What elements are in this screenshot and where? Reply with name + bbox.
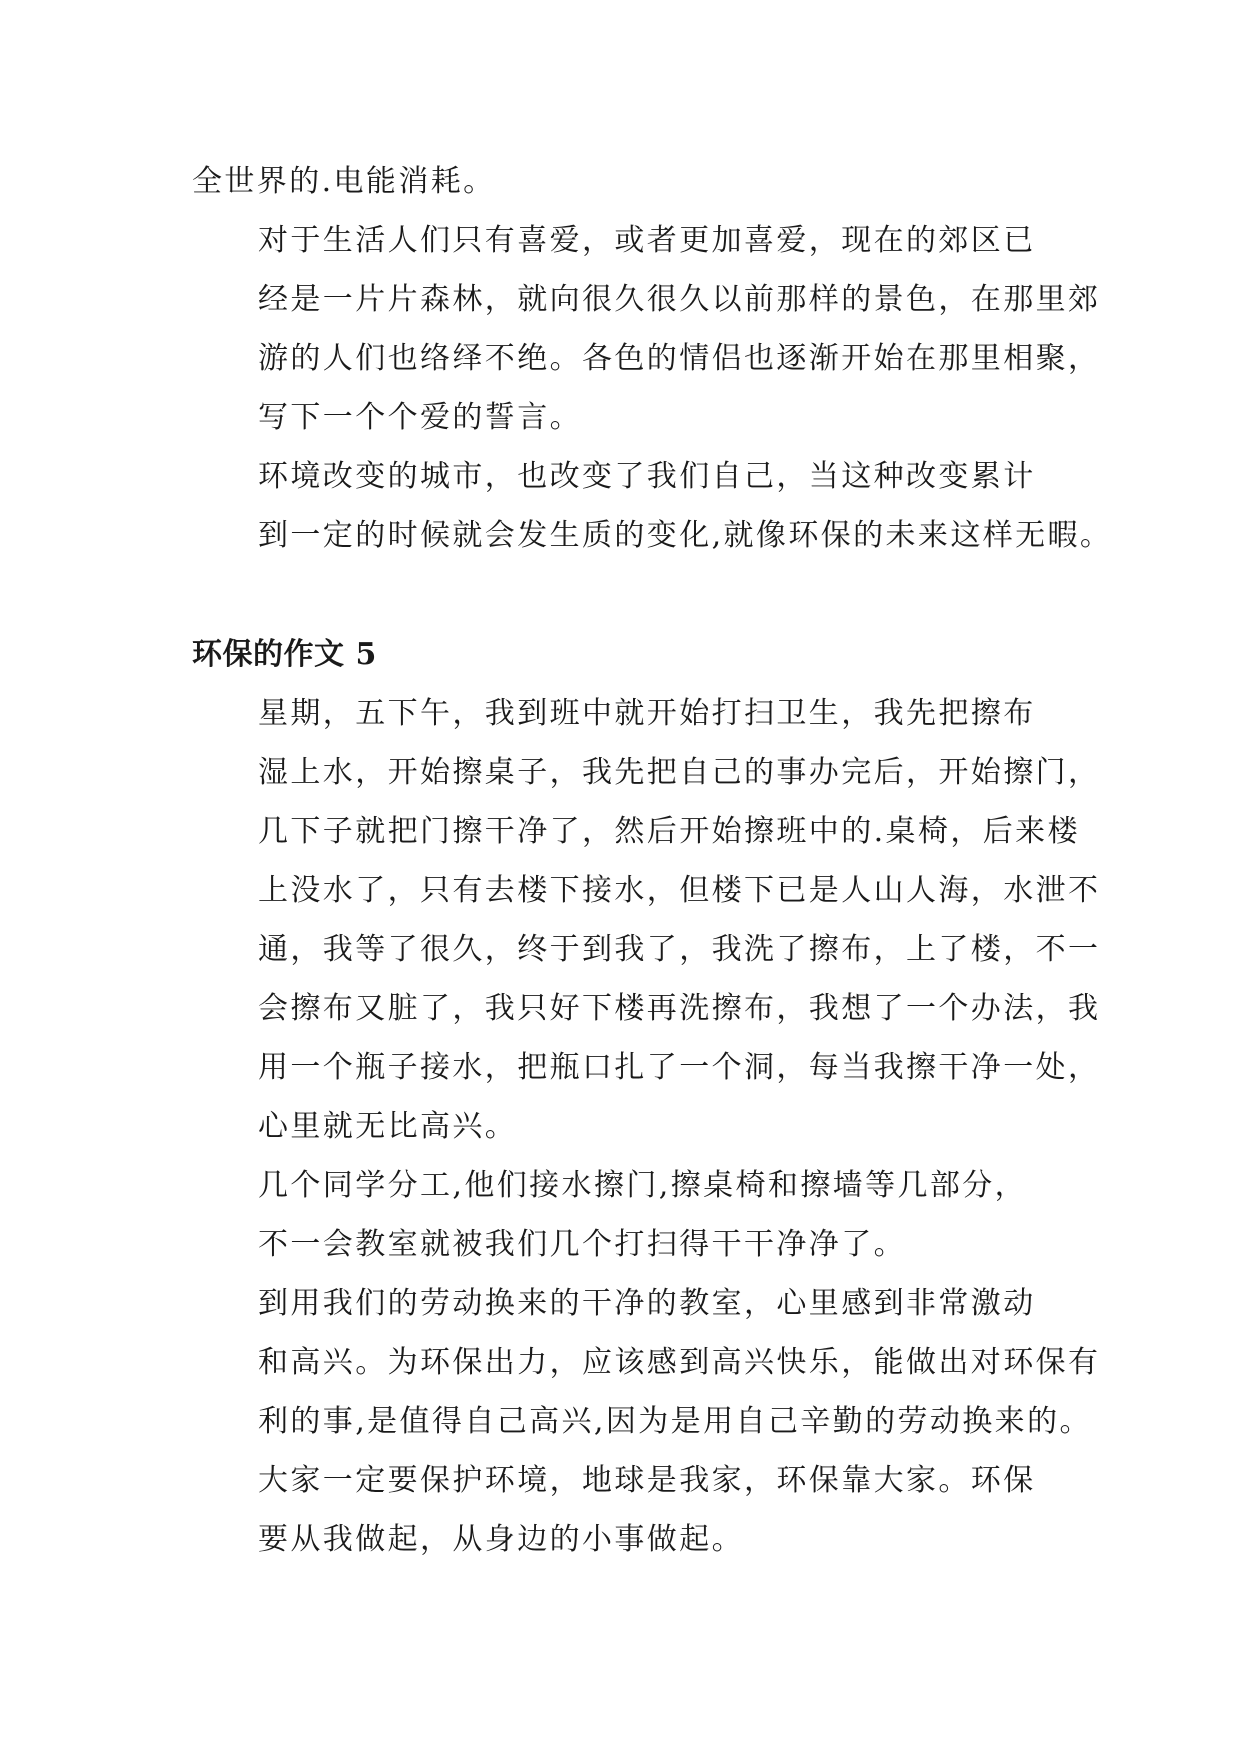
text-line: 环境改变的城市，也改变了我们自己，当这种改变累计 [258,459,1036,494]
text-line: 经是一片片森林，就向很久很久以前那样的景色，在那里郊 [258,282,1101,317]
text-line: 通，我等了很久，终于到我了，我洗了擦布，上了楼，不一 [258,932,1101,967]
paragraph [192,684,1101,1156]
text-line: 到一定的时候就会发生质的变化,就像环保的未来这样无暇。 [258,518,1113,553]
section-title: 环保的作文 5 [192,637,377,672]
text-line: 几下子就把门擦干净了，然后开始擦班中的.桌椅，后来楼 [258,814,1080,849]
text-line: 和高兴。为环保出力，应该感到高兴快乐，能做出对环保有 [258,1345,1101,1380]
text-line: 利的事,是值得自己高兴,因为是用自己辛勤的劳动换来的。 [258,1404,1092,1439]
text-line: 湿上水，开始擦桌子，我先把自己的事办完后，开始擦门， [258,755,1101,790]
paragraph [192,211,1101,447]
text-line: 到用我们的劳动换来的干净的教室，心里感到非常激动 [258,1286,1036,1321]
text-line: 会擦布又脏了，我只好下楼再洗擦布，我想了一个办法，我 [258,991,1101,1026]
text-line: 要从我做起，从身边的小事做起。 [258,1522,744,1557]
text-line: 全世界的.电能消耗。 [192,164,496,199]
text-line: 大家一定要保护环境，地球是我家，环保靠大家。环保 [258,1463,1036,1498]
paragraph [192,447,1113,565]
text-line: 用一个瓶子接水，把瓶口扎了一个洞，每当我擦干净一处， [258,1050,1101,1085]
text-line: 上没水了，只有去楼下接水，但楼下已是人山人海，水泄不 [258,873,1101,908]
text-line: 不一会教室就被我们几个打扫得干干净净了。 [258,1227,906,1262]
paragraph [192,1156,1052,1274]
essay-section [192,684,1101,1569]
intro-section [192,152,1113,565]
text-line: 几个同学分工,他们接水擦门,擦桌椅和擦墙等几部分， [258,1168,1028,1203]
paragraph [192,152,1052,211]
paragraph [192,1274,1101,1451]
text-line: 写下一个个爱的誓言。 [258,400,582,435]
text-line: 星期，五下午，我到班中就开始打扫卫生，我先把擦布 [258,696,1036,731]
document-page [192,152,1113,1569]
paragraph [192,1451,1052,1569]
text-line: 心里就无比高兴。 [258,1109,518,1144]
text-line: 对于生活人们只有喜爱，或者更加喜爱，现在的郊区已 [258,223,1036,258]
text-line: 游的人们也络绎不绝。各色的情侣也逐渐开始在那里相聚， [258,341,1101,376]
